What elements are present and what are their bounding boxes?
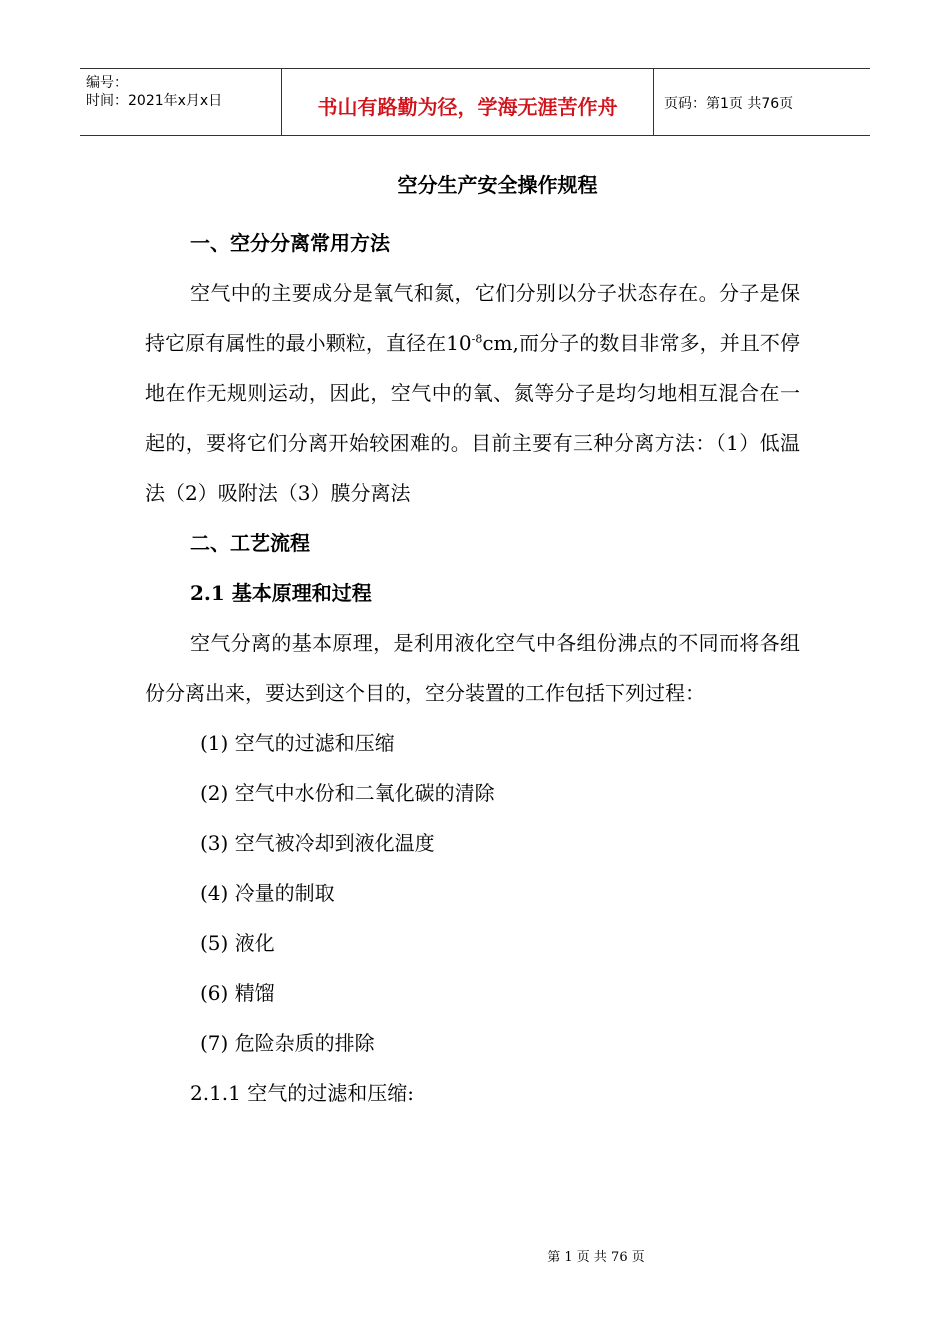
header-page-cell	[654, 69, 870, 135]
header-motto-cell	[282, 69, 654, 135]
list-item: (4) 冷量的制取	[200, 881, 335, 905]
section-2-heading: 二、工艺流程	[190, 531, 310, 555]
section-1-paragraph-part2: cm,而分子的数目非常多，并且不停地在作无规则运动，因此，空气中的氧、氮等分子是均匀地相互混合在一起的，要将它们分离开始较困难的。目前主要有三种分离方法：（1）低温法（2）吸附法（3）膜分离法	[145, 331, 800, 505]
section-2-1-paragraph: 空气分离的基本原理，是利用液化空气中各组份沸点的不同而将各组份分离出来，要达到这个目的，空分装置的工作包括下列过程：	[145, 631, 800, 705]
section-2-1-1-heading: 2.1.1 空气的过滤和压缩:	[190, 1081, 414, 1105]
section-2-1-heading: 2.1 基本原理和过程	[190, 581, 372, 605]
list-item: (5) 液化	[200, 931, 275, 955]
exponent: -8	[471, 332, 483, 346]
section-1-heading: 一、空分分离常用方法	[190, 231, 390, 255]
header-meta-cell	[80, 69, 282, 135]
number-label: 编号：	[86, 75, 128, 91]
list-item: (7) 危险杂质的排除	[200, 1031, 375, 1055]
motto-text: 书山有路勤为径，学海无涯苦作舟	[317, 94, 618, 119]
page-info: 页码：第1页 共76页	[664, 96, 794, 112]
page-footer	[0, 1246, 950, 1265]
list-item: (2) 空气中水份和二氧化碳的清除	[200, 781, 495, 805]
document-header	[80, 68, 870, 136]
document-body	[145, 168, 800, 1118]
list-item: (6) 精馏	[200, 981, 275, 1005]
document-title: 空分生产安全操作规程	[397, 173, 598, 197]
section-1-paragraph	[145, 268, 800, 518]
list-item: (3) 空气被冷却到液化温度	[200, 831, 435, 855]
section-1-paragraph-part1: 空气中的主要成分是氧气和氮，它们分别以分子状态存在。分子是保持它原有属性的最小颗粒，直径在10	[145, 281, 800, 355]
footer-page-number: 第 1 页 共 76 页	[547, 1250, 645, 1265]
time-label: 时间：2021年x月x日	[86, 93, 223, 109]
list-item: (1) 空气的过滤和压缩	[200, 731, 395, 755]
